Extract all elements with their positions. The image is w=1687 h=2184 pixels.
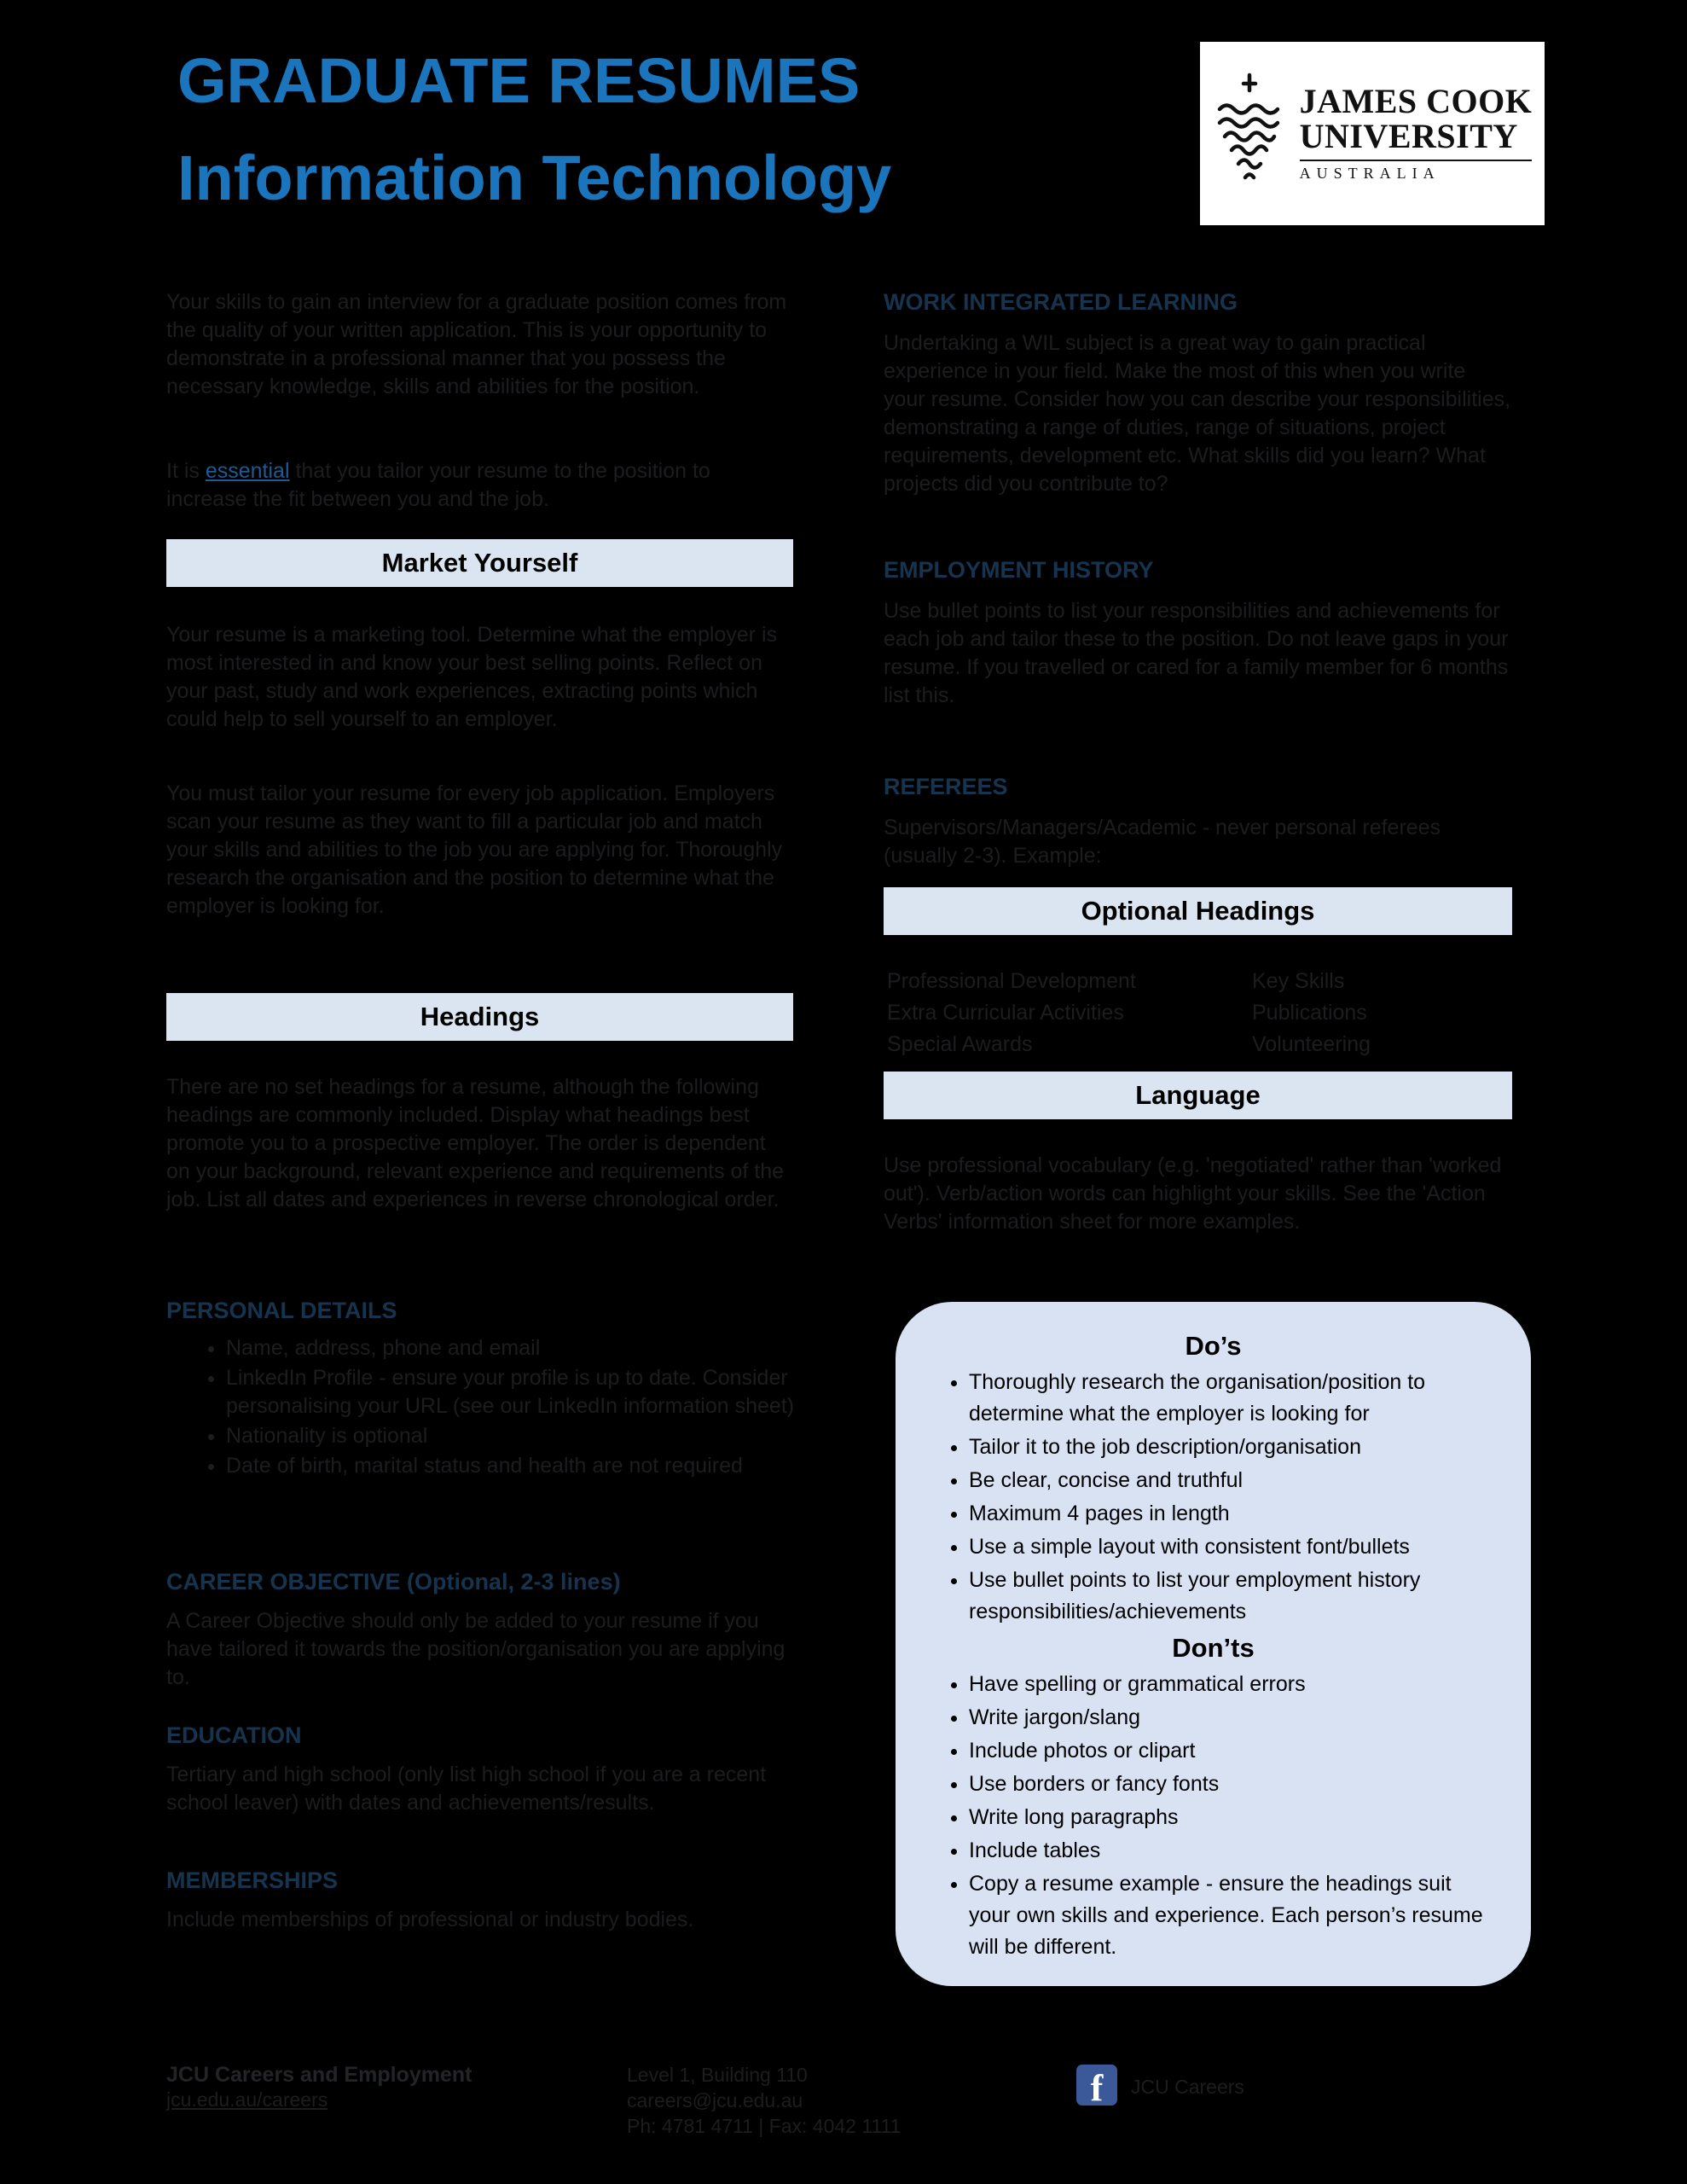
list-item: • Include tables: [969, 1835, 1497, 1867]
list-item: • Write jargon/slang: [969, 1702, 1497, 1734]
list-item: Volunteering: [1252, 1032, 1371, 1056]
career-objective-heading: CAREER OBJECTIVE (Optional, 2-3 lines): [166, 1569, 621, 1594]
memberships-text: Include memberships of professional or industry bodies.: [166, 1908, 694, 1931]
logo-name-line1: JAMES COOK: [1299, 82, 1533, 121]
headings-heading: Headings: [166, 993, 793, 1041]
facebook-icon[interactable]: [1076, 2065, 1117, 2106]
education-heading: EDUCATION: [166, 1722, 302, 1748]
career-objective-text: A Career Objective should only be added to your resume if you have tailored it towards the position/organisation you are applying to.: [166, 1609, 786, 1689]
market-paragraph-1: Your resume is a marketing tool. Determine what the employer is most interested in and know your best selling points. Reflect on your past, study and work experiences, extracting points which could help to sell yourself to an employer.: [166, 623, 778, 731]
list-item: • Use bullet points to list your employment history responsibilities/achievements: [969, 1565, 1497, 1628]
wil-text: Undertaking a WIL subject is a great way to gain practical experience in your field. Make the most of this when you write your resume. Consider how you can describe your responsibilities, demonstrating a range of duties, range of situations, project requirements, development etc. What skills did you learn? What projects did you contribute to?: [884, 331, 1511, 496]
intro-p2-post: that you tailor your resume to the position to increase the fit between you and the job.: [166, 459, 710, 511]
list-item: Extra Curricular Activities: [887, 1001, 1124, 1025]
dos-heading: Do’s: [1185, 1331, 1242, 1361]
footer-contact-line2: careers@jcu.edu.au: [627, 2088, 803, 2111]
university-logo-text: [1300, 84, 1533, 183]
list-item: • Copy a resume example - ensure the headings suit your own skills and experience. Each person’s resume will be different.: [969, 1868, 1497, 1963]
dos-donts-panel: [896, 1302, 1531, 1986]
logo-country: AUSTRALIA: [1299, 164, 1441, 182]
page-title-line2: Information Technology: [177, 142, 892, 213]
list-item: Publications: [1252, 1001, 1367, 1025]
facebook-f-glyph: f: [1090, 2067, 1104, 2106]
list-item: • Name, address, phone and email: [226, 1334, 853, 1362]
jcu-brand-mark-icon: [1213, 72, 1286, 195]
memberships-heading: MEMBERSHIPS: [166, 1867, 339, 1893]
list-item: • Date of birth, marital status and health are not required: [226, 1452, 853, 1480]
page-title-line1: GRADUATE RESUMES: [177, 45, 861, 116]
market-paragraph-2: You must tailor your resume for every job application. Employers scan your resume as they want to fill a particular job and match your skills and abilities to the job you are applying for. Thoroughly research the organisation and the position to determine what the employer is looking for.: [166, 781, 783, 918]
list-item: • Include photos or clipart: [969, 1735, 1497, 1767]
intro-paragraph-1: Your skills to gain an interview for a graduate position comes from the quality of your written application. This is your opportunity to demonstrate in a professional manner that you possess the necessary knowledge, skills and abilities for the position.: [166, 290, 787, 398]
list-item: Special Awards: [887, 1032, 1033, 1056]
dos-list: [930, 1367, 1497, 1628]
list-item: • Write long paragraphs: [969, 1802, 1497, 1833]
intro-p2-pre: It is: [166, 459, 206, 483]
education-text: Tertiary and high school (only list high school if you are a recent school leaver) with dates and achievements/results.: [166, 1763, 767, 1815]
wil-heading: WORK INTEGRATED LEARNING: [884, 289, 1238, 315]
list-item: • Nationality is optional: [226, 1422, 853, 1450]
university-logo: [1200, 42, 1545, 225]
employment-history-heading: EMPLOYMENT HISTORY: [884, 557, 1154, 583]
intro-paragraph-2: [166, 457, 793, 514]
list-item: Professional Development: [887, 969, 1136, 993]
footer-contact-line1: Level 1, Building 110: [627, 2064, 808, 2086]
logo-name-line2: UNIVERSITY: [1299, 117, 1518, 155]
logo-divider: [1300, 160, 1533, 161]
facebook-label: JCU Careers: [1131, 2076, 1244, 2098]
essential-link[interactable]: essential: [205, 459, 290, 483]
employment-history-text: Use bullet points to list your responsibilities and achievements for each job and tailor these to the position. Do not leave gaps in your resume. If you travelled or cared for a family member for 6 months list this.: [884, 599, 1509, 707]
list-item: • Thoroughly research the organisation/position to determine what the employer is looking for: [969, 1367, 1497, 1430]
donts-heading: Don’ts: [1172, 1633, 1255, 1663]
headings-intro: There are no set headings for a resume, although the following headings are commonly included. Display what headings best promote you to a prospective employer. The order is dependent on your background, relevant experience and requirements of the job. List all dates and experiences in reverse chronological order.: [166, 1075, 785, 1211]
footer-contact-line3: Ph: 4781 4711 | Fax: 4042 1111: [627, 2114, 901, 2137]
list-item: • Use a simple layout with consistent font/bullets: [969, 1531, 1497, 1563]
footer-contact-block: [627, 2063, 1036, 2140]
personal-details-heading: PERSONAL DETAILS: [166, 1298, 397, 1323]
list-item: • Use borders or fancy fonts: [969, 1769, 1497, 1800]
list-item: • Tailor it to the job description/organisation: [969, 1432, 1497, 1463]
list-item: • Be clear, concise and truthful: [969, 1465, 1497, 1496]
footer-org-name: JCU Careers and Employment: [166, 2063, 472, 2087]
language-text: Use professional vocabulary (e.g. 'negotiated' rather than 'worked out'). Verb/action words can highlight your skills. See the 'Action Verbs' information sheet for more examples.: [884, 1153, 1502, 1234]
optional-headings-col1: [887, 967, 1228, 1062]
footer-org-block: [166, 2063, 472, 2113]
optional-headings-col2: [1252, 967, 1508, 1062]
list-item: • Have spelling or grammatical errors: [969, 1669, 1497, 1700]
list-item: • Maximum 4 pages in length: [969, 1498, 1497, 1530]
donts-list: [930, 1669, 1497, 1963]
market-yourself-heading: Market Yourself: [166, 539, 793, 587]
referees-heading: REFEREES: [884, 774, 1008, 799]
list-item: • LinkedIn Profile - ensure your profile is up to date. Consider personalising your URL (see our LinkedIn information sheet): [226, 1364, 853, 1420]
language-heading: Language: [884, 1072, 1512, 1119]
referees-text: Supervisors/Managers/Academic - never personal referees (usually 2-3). Example:: [884, 816, 1441, 868]
personal-details-list: [166, 1334, 853, 1482]
list-item: Key Skills: [1252, 969, 1345, 993]
footer-careers-link[interactable]: jcu.edu.au/careers: [166, 2088, 328, 2111]
optional-headings-heading: Optional Headings: [884, 887, 1512, 935]
